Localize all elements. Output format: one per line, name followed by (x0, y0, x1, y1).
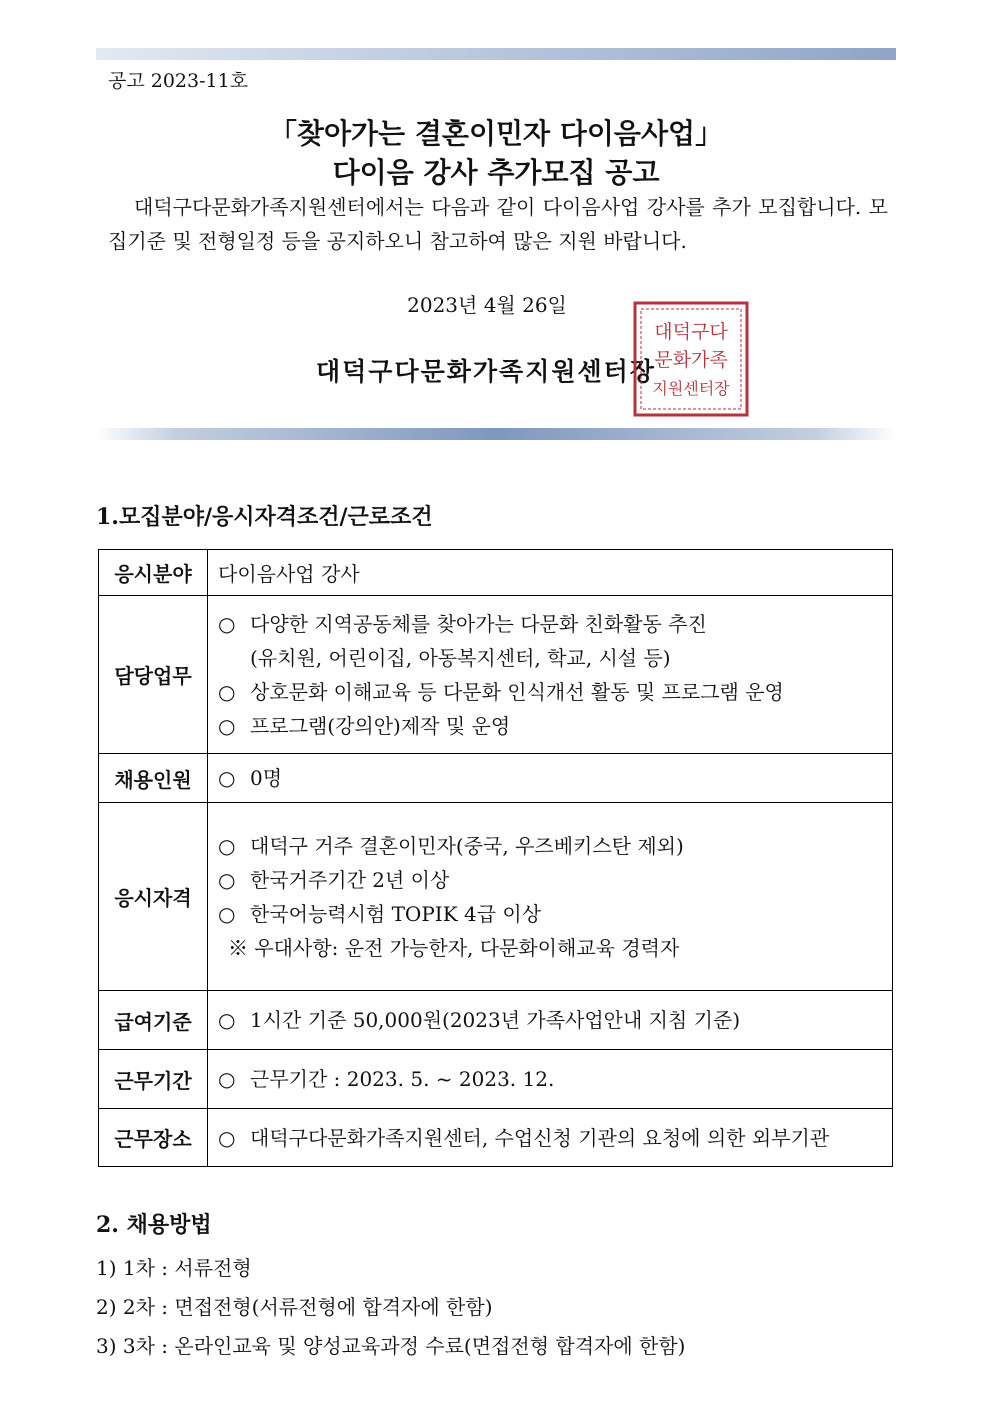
row-value-hires (208, 754, 893, 803)
row-value-qualification (208, 803, 893, 991)
section1-title: 1.모집분야/응시자격조건/근로조건 (96, 504, 433, 530)
official-seal (632, 300, 750, 418)
table-row (99, 1050, 893, 1109)
row-value-duties (208, 596, 893, 754)
table-row (99, 1109, 893, 1167)
duty-item-sub: (유치원, 어린이집, 아동복지센터, 학교, 시설 등) (250, 645, 671, 670)
row-value-period (208, 1050, 893, 1109)
seal-text-line2: 문화가족 (654, 349, 728, 371)
duty-item: 프로그램(강의안)제작 및 운영 (250, 713, 511, 738)
bullet-circle: ○ (218, 833, 236, 858)
seal-text-line1: 대덕구다 (654, 321, 728, 343)
recruitment-table (98, 549, 893, 1167)
process-step: 1) 1차 : 서류전형 (96, 1256, 252, 1280)
seal-text-line3: 지원센터장 (652, 379, 730, 398)
header-bottom-rule (96, 428, 896, 440)
bullet-circle: ○ (218, 1067, 236, 1091)
bullet-circle: ○ (218, 1125, 236, 1150)
table-row (99, 550, 893, 596)
page-subtitle: 다이음 강사 추가모집 공고 (332, 156, 660, 189)
pay-value: 1시간 기준 50,000원(2023년 가족사업안내 지침 기준) (250, 1008, 741, 1032)
table-row (99, 596, 893, 754)
notice-number: 공고 2023-11호 (108, 70, 249, 92)
process-step: 3) 3차 : 온라인교육 및 양성교육과정 수료(면접전형 합격자에 한함) (96, 1334, 686, 1358)
row-value-pay (208, 991, 893, 1050)
table-row (99, 803, 893, 991)
bullet-circle: ○ (218, 679, 236, 704)
intro-paragraph (108, 190, 888, 258)
qualification-item: 한국어능력시험 TOPIK 4급 이상 (250, 901, 542, 926)
row-label-qualification: 응시자격 (99, 803, 208, 991)
bullet-circle: ○ (218, 1008, 236, 1032)
header-top-rule (96, 48, 896, 60)
bullet-circle: ○ (218, 766, 236, 790)
bullet-circle: ○ (218, 611, 236, 636)
qualification-item: 대덕구 거주 결혼이민자(중국, 우즈베키스탄 제외) (250, 833, 684, 858)
bullet-circle: ○ (218, 713, 236, 738)
hires-value: 0명 (250, 766, 283, 790)
qualification-item: 한국거주기간 2년 이상 (250, 867, 450, 892)
place-value: 대덕구다문화가족지원센터, 수업신청 기관의 요청에 의한 외부기관 (250, 1125, 830, 1150)
page-title: 「찾아가는 결혼이민자 다이음사업」 (268, 117, 724, 150)
intro-text: 대덕구다문화가족지원센터에서는 다음과 같이 다이음사업 강사를 추가 모집합니다. 모집기준 및 전형일정 등을 공지하오니 참고하여 많은 지원 바랍니다. (108, 195, 888, 253)
row-label-pay: 급여기준 (99, 991, 208, 1050)
notice-date: 2023년 4월 26일 (407, 293, 567, 317)
row-label-place: 근무장소 (99, 1109, 208, 1167)
issuer-name: 대덕구다문화가족지원센터장 (316, 357, 656, 386)
process-step: 2) 2차 : 면접전형(서류전형에 합격자에 한함) (96, 1295, 493, 1319)
section2-title: 2. 채용방법 (96, 1212, 212, 1238)
duty-item: 상호문화 이해교육 등 다문화 인식개선 활동 및 프로그램 운영 (250, 679, 784, 704)
row-label-hires: 채용인원 (99, 754, 208, 803)
row-label-period: 근무기간 (99, 1050, 208, 1109)
table-row (99, 754, 893, 803)
duty-item: 다양한 지역공동체를 찾아가는 다문화 친화활동 추진 (250, 611, 707, 636)
bullet-circle: ○ (218, 867, 236, 892)
row-label-field: 응시분야 (99, 550, 208, 596)
bullet-circle: ○ (218, 901, 236, 926)
row-value-place (208, 1109, 893, 1167)
table-row (99, 991, 893, 1050)
row-value-field: 다이음사업 강사 (208, 550, 893, 596)
period-value: 근무기간 : 2023. 5. ~ 2023. 12. (250, 1067, 555, 1091)
row-label-duties: 담당업무 (99, 596, 208, 754)
preference-note: ※ 우대사항: 운전 가능한자, 다문화이해교육 경력자 (228, 935, 680, 960)
